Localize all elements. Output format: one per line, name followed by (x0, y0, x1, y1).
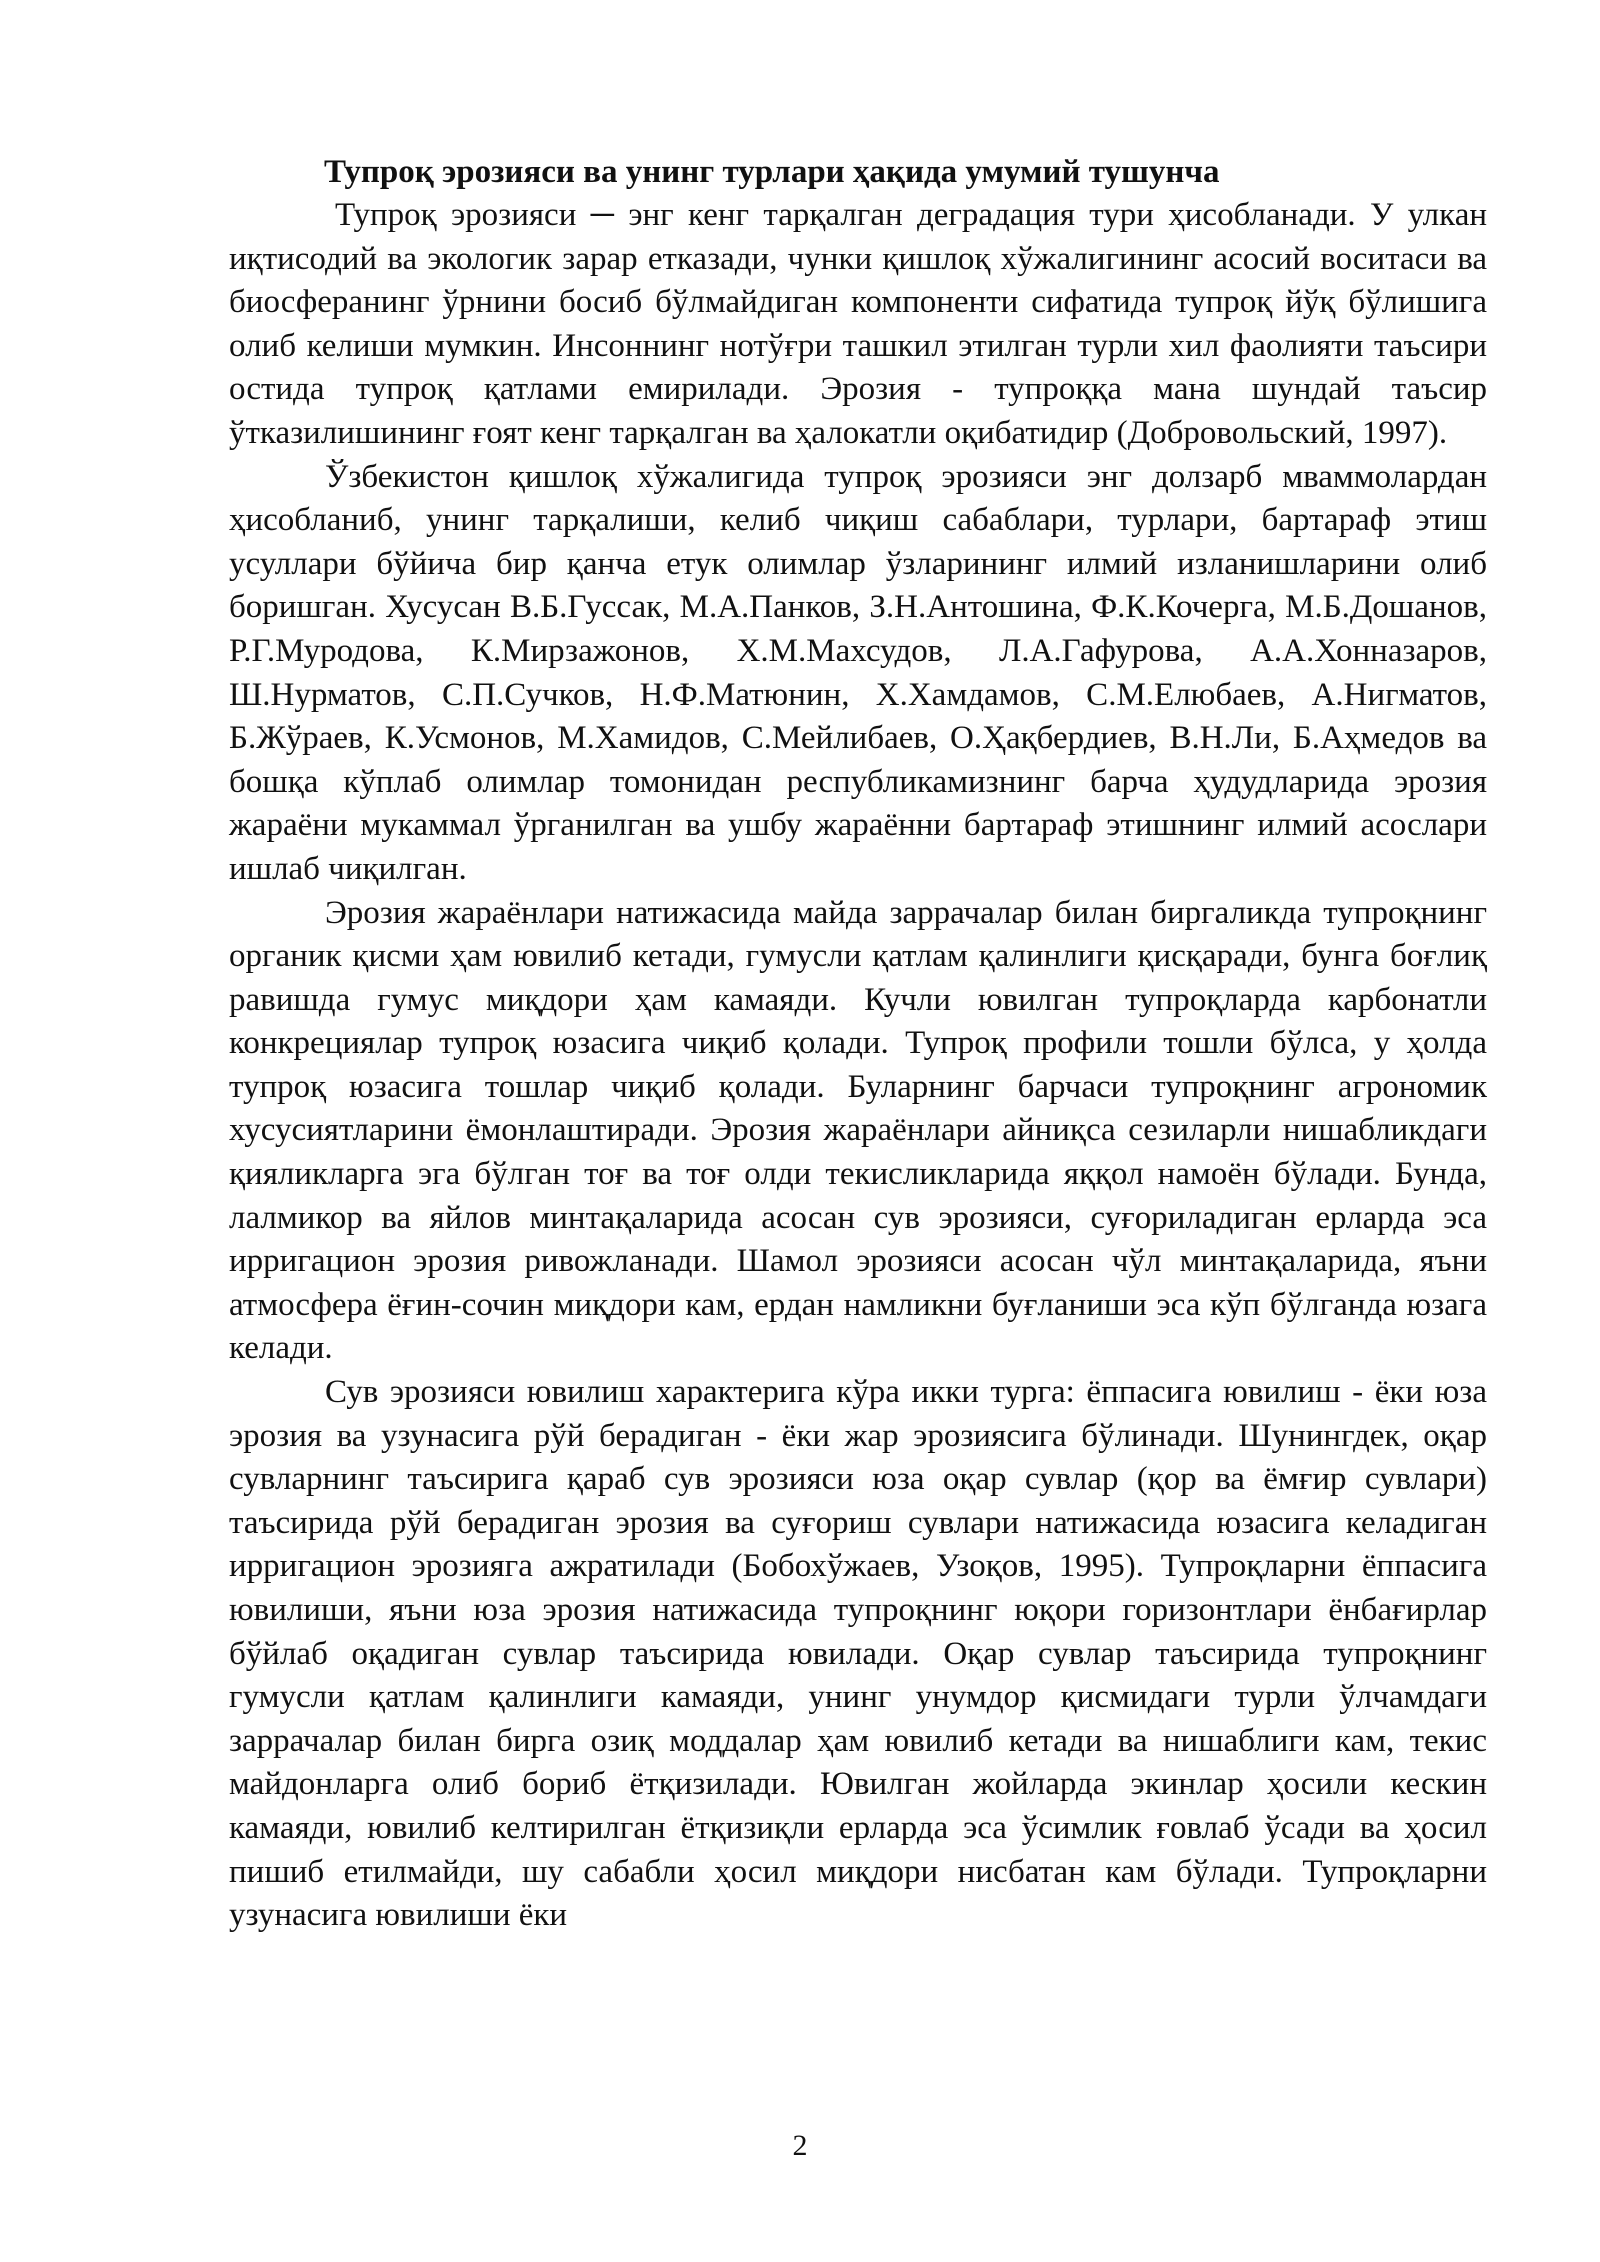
paragraph-4: Сув эрозияси ювилиш характерига кўра икки турга: ёппасига ювилиш - ёки юза эрозия ва узунасига рўй берадиган - ёки жар эрозиясига бўлинади. Шунингдек, оқар сувларнинг таъсирига қараб сув эрозияси юза оқар сувлар (қор ва ёмғир сувлари) таъсирида рўй берадиган эрозия ва суғориш сувлари натижасида юзасига келадиган ирригацион эрозияга ажратилади (Бобохўжаев, Узоқов, 1995). Тупроқларни ёппасига ювилиши, яъни юза эрозия натижасида тупроқнинг юқори горизонтлари ёнбағирлар бўйлаб оқадиган сувлар таъсирида ювилади. Оқар сувлар таъсирида тупроқнинг гумусли қатлам қалинлиги камаяди, унинг унумдор қисмидаги турли ўлчамдаги заррачалар билан бирга озиқ моддалар ҳам ювилиб кетади ва нишаблиги кам, текис майдонларга олиб бориб ётқизилади. Ювилган жойларда экинлар ҳосили кескин камаяди, ювилиб келтирилган ётқизиқли ерларда эса ўсимлик ғовлаб ўсади ва ҳосил пишиб етилмайди, шу сабабли ҳосил миқдори нисбатан кам бўлади. Тупроқларни узунасига ювилиши ёки (229, 1374, 1487, 1934)
page-title: Тупроқ эрозияси ва унинг турлари ҳақида умумий тушунча (324, 154, 1220, 190)
document-page (229, 150, 1487, 1938)
paragraph-1: Тупроқ эрозияси ─ энг кенг тарқалган деградация тури ҳисобланади. У улкан иқтисодий ва экологик зарар етказади, чунки қишлоқ хўжалигининг асосий воситаси ва биосферанинг ўрнини босиб бўлмайдиган компоненти сифатида тупроқ йўқ бўлишига олиб келиши мумкин. Инсоннинг нотўғри ташкил этилган турли хил фаолияти таъсири остида тупроқ қатлами емирилади. Эрозия - тупроққа мана шундай таъсир ўтказилишининг ғоят кенг тарқалган ва ҳалокатли оқибатидир (Добровольский, 1997). (229, 197, 1487, 451)
paragraph-3: Эрозия жараёнлари натижасида майда заррачалар билан биргаликда тупроқнинг органик қисми ҳам ювилиб кетади, гумусли қатлам қалинлиги қисқаради, бунга боғлиқ равишда гумус миқдори ҳам камаяди. Кучли ювилган тупроқларда карбонатли конкрециялар тупроқ юзасига чиқиб қолади. Тупроқ профили тошли бўлса, у ҳолда тупроқ юзасига тошлар чиқиб қолади. Буларнинг барчаси тупроқнинг агрономик хусусиятларини ёмонлаштиради. Эрозия жараёнлари айниқса сезиларли нишабликдаги қияликларга эга бўлган тоғ ва тоғ олди текисликларида яққол намоён бўлади. Бунда, лалмикор ва яйлов минтақаларида асосан сув эрозияси, суғориладиган ерларда эса ирригацион эрозия ривожланади. Шамол эрозияси асосан чўл минтақаларида, яъни атмосфера ёғин-сочин миқдори кам, ердан намликни буғланиши эса кўп бўлганда юзага келади. (229, 894, 1487, 1367)
page-number: 2 (792, 2129, 808, 2162)
paragraph-2: Ўзбекистон қишлоқ хўжалигида тупроқ эрозияси энг долзарб мваммолардан ҳисобланиб, унинг тарқалиши, келиб чиқиш сабаблари, турлари, бартараф этиш усуллари бўйича бир қанча етук олимлар ўзларининг илмий изланишларини олиб боришган. Хусусан В.Б.Гуссак, М.А.Панков, З.Н.Антошина, Ф.К.Кочерга, М.Б.Дошанов, Р.Г.Муродова, К.Мирзажонов, Х.М.Махсудов, Л.А.Гафурова, А.А.Хонназаров, Ш.Нурматов, С.П.Сучков, Н.Ф.Матюнин, Х.Хамдамов, С.М.Елюбаев, А.Нигматов, Б.Жўраев, К.Усмонов, М.Хамидов, С.Мейлибаев, О.Ҳақбердиев, В.Н.Ли, Б.Аҳмедов ва бошқа кўплаб олимлар томонидан республикамизнинг барча ҳудудларида эрозия жараёни мукаммал ўрганилган ва ушбу жараённи бартараф этишнинг илмий асослари ишлаб чиқилган. (229, 458, 1487, 887)
